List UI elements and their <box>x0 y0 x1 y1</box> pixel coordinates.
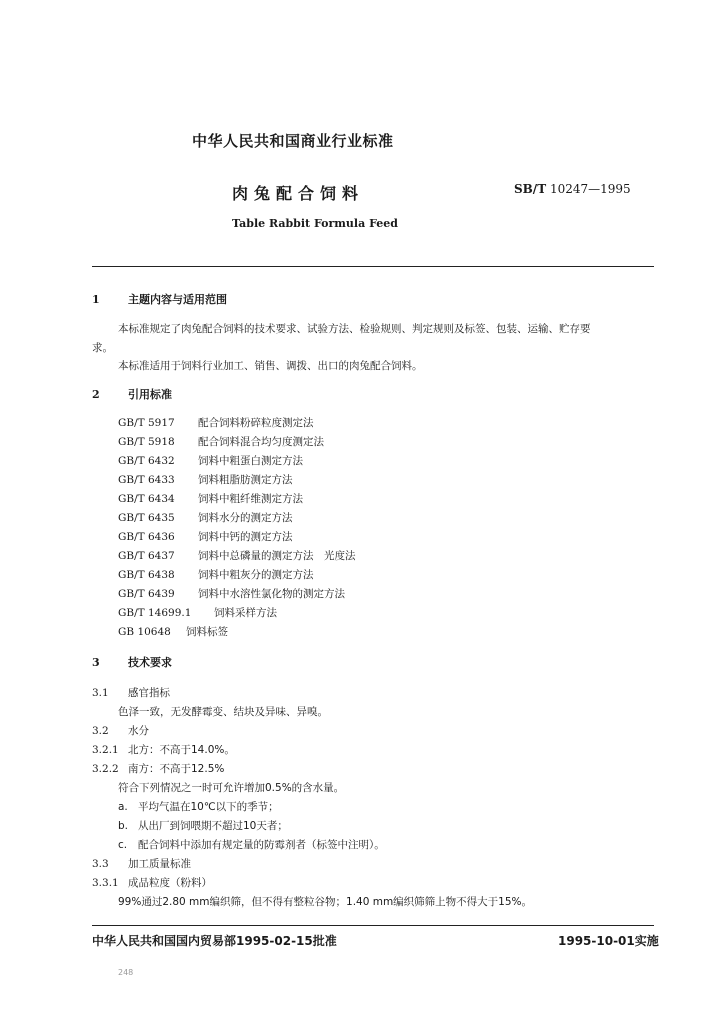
reference-name: 配合饲料混合均匀度测定法 <box>198 436 324 448</box>
header-rule <box>92 266 654 267</box>
section-1-para1-line1: 本标准规定了肉兔配合饲料的技术要求、试验方法、检验规则、判定规则及标签、包装、运输、贮存要 <box>118 323 591 335</box>
clause-number: 3.1 <box>92 687 109 699</box>
code-number: 10247—1995 <box>549 182 631 196</box>
reference-code: GB/T 6436 <box>118 531 175 543</box>
section-2-title: 引用标准 <box>128 388 172 401</box>
list-item-label: c. <box>118 839 128 851</box>
reference-code: GB/T 6438 <box>118 569 175 581</box>
reference-item <box>118 434 324 449</box>
list-item <box>118 799 279 814</box>
clause-number: 3.2 <box>92 725 109 737</box>
list-item-text: 配合饲料中添加有规定量的防霉剂者（标签中注明）。 <box>138 839 385 851</box>
reference-name: 饲料中水溶性氯化物的测定方法 <box>198 588 345 600</box>
reference-code: GB/T 5917 <box>118 417 175 429</box>
list-item-label: a. <box>118 801 128 813</box>
section-3-title: 技术要求 <box>128 656 172 669</box>
reference-code: GB 10648 <box>118 626 171 638</box>
document-title: 肉兔配合饲料 <box>232 184 365 203</box>
english-title: Table Rabbit Formula Feed <box>232 217 398 230</box>
reference-code: GB/T 6434 <box>118 493 175 505</box>
reference-item <box>118 548 356 563</box>
clause-3-1-text: 色泽一致，无发酵霉变、结块及异味、异嗅。 <box>118 706 328 718</box>
reference-name: 饲料中钙的测定方法 <box>198 531 293 543</box>
approval-line: 中华人民共和国国内贸易部1995-02-15批准 <box>92 934 337 948</box>
clause-title: 感官指标 <box>128 687 170 699</box>
clause-text: 北方：不高于14.0%。 <box>128 744 235 756</box>
clause-title: 水分 <box>128 725 149 737</box>
section-1-para2: 本标准适用于饲料行业加工、销售、调拨、出口的肉兔配合饲料。 <box>118 360 423 372</box>
reference-name: 饲料中粗纤维测定方法 <box>198 493 303 505</box>
reference-item <box>118 624 228 639</box>
clause-3-3-1-text: 99%通过2.80 mm编织筛，但不得有整粒谷物；1.40 mm编织筛筛上物不得大于15%。 <box>118 896 533 908</box>
clause-number: 3.3 <box>92 858 109 870</box>
standard-organization: 中华人民共和国商业行业标准 <box>192 132 394 150</box>
reference-name: 饲料中粗蛋白测定方法 <box>198 455 303 467</box>
reference-code: GB/T 14699.1 <box>118 607 192 619</box>
reference-item <box>118 567 314 582</box>
reference-code: GB/T 6433 <box>118 474 175 486</box>
list-item-text: 平均气温在10℃以下的季节； <box>138 801 279 813</box>
clause-3-2-2 <box>92 761 224 776</box>
reference-code: GB/T 6437 <box>118 550 175 562</box>
reference-item <box>118 586 345 601</box>
clause-3-3 <box>92 856 191 871</box>
section-2-number: 2 <box>92 388 100 401</box>
clause-text: 南方：不高于12.5% <box>128 763 225 775</box>
clause-title: 成品粒度（粉料） <box>128 877 212 889</box>
standard-code <box>514 182 631 196</box>
section-3-heading <box>92 654 172 670</box>
section-2-heading <box>92 386 172 402</box>
reference-name: 配合饲料粉碎粒度测定法 <box>198 417 314 429</box>
reference-item <box>118 529 293 544</box>
page-number: 248 <box>118 968 134 977</box>
footer-rule <box>92 925 654 926</box>
clause-3-3-1 <box>92 875 212 890</box>
reference-code: GB/T 6435 <box>118 512 175 524</box>
clause-3-1 <box>92 685 170 700</box>
reference-item <box>118 453 303 468</box>
clause-title: 加工质量标准 <box>128 858 191 870</box>
reference-code: GB/T 6439 <box>118 588 175 600</box>
reference-item <box>118 472 293 487</box>
reference-name: 饲料水分的测定方法 <box>198 512 293 524</box>
reference-name: 饲料标签 <box>186 626 228 638</box>
reference-item <box>118 510 293 525</box>
list-item-text: 从出厂到饲喂期不超过10天者； <box>138 820 288 832</box>
clause-3-2 <box>92 723 149 738</box>
list-item <box>118 837 385 852</box>
code-prefix: SB/T <box>514 182 547 196</box>
clause-number: 3.3.1 <box>92 877 119 889</box>
section-1-title: 主题内容与适用范围 <box>128 293 227 306</box>
reference-item <box>118 605 277 620</box>
reference-code: GB/T 5918 <box>118 436 175 448</box>
reference-name: 饲料粗脂肪测定方法 <box>198 474 293 486</box>
reference-name: 饲料中粗灰分的测定方法 <box>198 569 314 581</box>
effective-date: 1995-10-01实施 <box>558 934 659 948</box>
section-1-para1-line2: 求。 <box>92 342 113 354</box>
clause-number: 3.2.1 <box>92 744 119 756</box>
clause-3-2-note: 符合下列情况之一时可允许增加0.5%的含水量。 <box>118 782 345 794</box>
clause-3-2-1 <box>92 742 235 757</box>
section-1-number: 1 <box>92 293 100 306</box>
clause-number: 3.2.2 <box>92 763 119 775</box>
reference-name: 饲料采样方法 <box>214 607 277 619</box>
reference-item <box>118 415 314 430</box>
section-1-heading <box>92 291 227 307</box>
reference-item <box>118 491 303 506</box>
list-item-label: b. <box>118 820 129 832</box>
list-item <box>118 818 288 833</box>
reference-code: GB/T 6432 <box>118 455 175 467</box>
section-3-number: 3 <box>92 656 100 669</box>
reference-name: 饲料中总磷量的测定方法 光度法 <box>198 550 356 562</box>
